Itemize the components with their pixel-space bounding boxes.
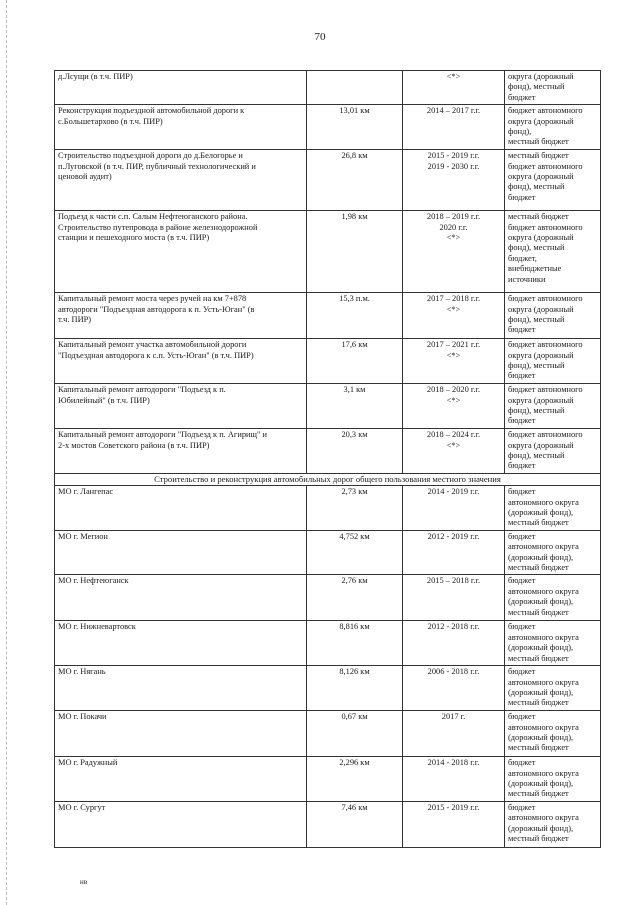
funding-source-line: (дорожный фонд), <box>508 823 574 833</box>
project-period: 2015 – 2018 г.г. <box>403 575 505 621</box>
funding-source <box>505 339 601 384</box>
funding-source-line: округа (дорожный <box>508 350 574 360</box>
funding-source-line: (дорожный фонд), <box>508 732 574 742</box>
project-period-line: 2018 – 2019 г.г. <box>426 212 481 222</box>
municipality-name: МО г. Радужный <box>55 757 307 802</box>
funding-source-line: округа (дорожный <box>508 233 574 243</box>
funding-source-line: фонд), местный <box>508 315 565 325</box>
funding-source-line: автономного округа <box>508 542 579 552</box>
funding-source-line: местный бюджет <box>508 743 569 753</box>
project-name-line: Строительство путепровода в районе железнодорожной <box>58 222 258 232</box>
project-period: 2014 - 2018 г.г. <box>403 757 505 802</box>
funding-source-line: бюджет <box>508 712 536 722</box>
project-name-line: Капитальный ремонт автодороги "Подъезд к п. Агирищ" и <box>58 430 267 440</box>
funding-source <box>505 711 601 757</box>
project-period-line: 2015 - 2019 г.г. <box>427 151 480 161</box>
funding-source <box>505 150 601 211</box>
funding-source-line: бюджет автономного <box>508 161 583 171</box>
funding-source-line: бюджет, <box>508 253 537 263</box>
funding-source-line: бюджет автономного <box>508 430 583 440</box>
funding-source-line: бюджет автономного <box>508 340 583 350</box>
table-row <box>55 211 601 293</box>
funding-source-line: автономного округа <box>508 632 579 642</box>
section-header-body <box>55 474 601 486</box>
project-length: 3,1 км <box>307 384 403 429</box>
funding-source-line: местный бюджет <box>508 833 569 843</box>
funding-source-line: местный бюджет <box>508 151 569 161</box>
funding-source-line: (дорожный фонд), <box>508 778 574 788</box>
funding-source-line: фонд), местный <box>508 182 565 192</box>
project-period: 2017 г. <box>403 711 505 757</box>
project-period-line: 2018 – 2020 г.г. <box>426 385 481 395</box>
project-name <box>55 429 307 474</box>
project-period-line: <*> <box>446 395 461 405</box>
project-length: 17,6 км <box>307 339 403 384</box>
funding-source-line: бюджет <box>508 92 536 102</box>
municipality-name: МО г. Нижневартовск <box>55 621 307 666</box>
municipality-name: МО г. Мегион <box>55 530 307 575</box>
funding-source-line: бюджет <box>508 192 536 202</box>
funding-source-line: (дорожный фонд), <box>508 687 574 697</box>
project-period-line: <*> <box>446 440 461 450</box>
funding-source-line: автономного округа <box>508 497 579 507</box>
funding-source-line: фонд), местный <box>508 451 565 461</box>
funding-source-line: бюджет <box>508 487 536 497</box>
table-row <box>55 621 601 666</box>
page-number: 70 <box>314 31 326 43</box>
funding-source-line: автономного округа <box>508 586 579 596</box>
funding-source-line: местный бюджет <box>508 653 569 663</box>
funding-source <box>505 621 601 666</box>
funding-source-line: фонд), местный <box>508 361 565 371</box>
project-name-line: автодороги "Подъездная автодорога к п. Усть-Юган" (в <box>58 304 255 314</box>
table-row <box>55 384 601 429</box>
top-section-body <box>55 71 601 474</box>
road-length: 8,126 км <box>307 666 403 711</box>
funding-source-line: бюджет автономного <box>508 385 583 395</box>
road-projects-table <box>54 70 601 848</box>
municipality-name: МО г. Лангепас <box>55 486 307 531</box>
project-name-line: Строительство подъездной дороги до д.Белогорье и <box>58 151 243 161</box>
project-name <box>55 105 307 150</box>
funding-source-line: бюджет <box>508 802 536 812</box>
project-period-line: 2014 – 2017 г.г. <box>426 106 481 116</box>
road-length: 2,76 км <box>307 575 403 621</box>
funding-source-line: округа (дорожный <box>508 72 574 81</box>
project-name <box>55 339 307 384</box>
funding-source <box>505 530 601 575</box>
project-period <box>403 293 505 339</box>
funding-source-line: автономного округа <box>508 722 579 732</box>
road-length: 0,67 км <box>307 711 403 757</box>
funding-source-line: бюджет <box>508 667 536 677</box>
funding-source-line: округа (дорожный <box>508 172 574 182</box>
project-period-line: <*> <box>446 72 461 81</box>
project-period <box>403 339 505 384</box>
project-period <box>403 71 505 105</box>
project-period: 2015 - 2019 г.г. <box>403 801 505 847</box>
funding-source-line: бюджет <box>508 576 536 586</box>
funding-source-line: автономного округа <box>508 677 579 687</box>
table-row <box>55 486 601 531</box>
project-name-line: д.Лсущи (в т.ч. ПИР) <box>58 72 133 81</box>
funding-source-line: (дорожный фонд), <box>508 508 574 518</box>
table-row <box>55 666 601 711</box>
table-row <box>55 105 601 150</box>
project-period <box>403 150 505 211</box>
municipality-name: МО г. Нягань <box>55 666 307 711</box>
project-period-line: 2017 – 2018 г.г. <box>426 294 481 304</box>
funding-source-line: округа (дорожный <box>508 304 574 314</box>
road-length: 4,752 км <box>307 530 403 575</box>
funding-source-line: фонд), местный <box>508 82 565 92</box>
table-row <box>55 711 601 757</box>
funding-source-line: автономного округа <box>508 768 579 778</box>
project-period-line: 2019 - 2030 г.г. <box>427 161 480 171</box>
funding-source-line: (дорожный фонд), <box>508 552 574 562</box>
funding-source-line: местный бюджет <box>508 563 569 573</box>
project-period-line: 2020 г.г. <box>439 222 468 232</box>
project-name-line: с.Большетархово (в т.ч. ПИР) <box>58 116 163 126</box>
road-length: 8,816 км <box>307 621 403 666</box>
project-period: 2012 - 2018 г.г. <box>403 621 505 666</box>
table-row <box>55 801 601 847</box>
section-title: Строительство и реконструкция автомобильных дорог общего пользования местного значения <box>55 474 601 486</box>
project-name-line: "Подъездная автодорога к с.п. Усть-Юган" (в т.ч. ПИР) <box>58 350 254 360</box>
funding-source-line: бюджет <box>508 416 536 426</box>
funding-source-line: бюджет <box>508 758 536 768</box>
table-row <box>55 575 601 621</box>
table-row <box>55 150 601 211</box>
project-period: 2006 - 2018 г.г. <box>403 666 505 711</box>
project-name-line: Юбилейный" (в т.ч. ПИР) <box>58 395 150 405</box>
project-period <box>403 211 505 293</box>
project-name <box>55 384 307 429</box>
project-name-line: 2-х мостов Советского района (в т.ч. ПИР) <box>58 440 210 450</box>
project-period: 2014 - 2019 г.г. <box>403 486 505 531</box>
funding-source <box>505 105 601 150</box>
project-name-line: станции и пешеходного моста (в т.ч. ПИР) <box>58 233 210 243</box>
funding-source <box>505 429 601 474</box>
project-period <box>403 429 505 474</box>
funding-source-line: бюджет <box>508 325 536 335</box>
funding-source-line: местный бюджет <box>508 698 569 708</box>
municipality-name: МО г. Покачи <box>55 711 307 757</box>
municipal-section-body <box>55 486 601 848</box>
funding-source <box>505 293 601 339</box>
funding-source-line: фонд), местный <box>508 243 565 253</box>
funding-source <box>505 666 601 711</box>
project-period-line: 2017 – 2021 г.г. <box>426 340 481 350</box>
table-row <box>55 429 601 474</box>
funding-source-line: местный бюджет <box>508 789 569 799</box>
project-name <box>55 211 307 293</box>
table-row <box>55 530 601 575</box>
project-name-line: ценовой аудит) <box>58 172 112 182</box>
road-length: 2,296 км <box>307 757 403 802</box>
funding-source-line: бюджет автономного <box>508 294 583 304</box>
table-row <box>55 71 601 105</box>
funding-source-line: округа (дорожный <box>508 440 574 450</box>
section-header-row <box>55 474 601 486</box>
project-name-line: Подъезд к части с.п. Салым Нефтеюганского района. <box>58 212 248 222</box>
funding-source-line: бюджет автономного <box>508 222 583 232</box>
project-length: 1,98 км <box>307 211 403 293</box>
table-row <box>55 293 601 339</box>
funding-source <box>505 384 601 429</box>
funding-source <box>505 575 601 621</box>
project-length: 20,3 км <box>307 429 403 474</box>
funding-source <box>505 801 601 847</box>
project-length <box>307 71 403 105</box>
project-name-line: п.Луговской (в т.ч. ПИР, публичный технологический и <box>58 161 256 171</box>
funding-source-line: бюджет <box>508 622 536 632</box>
scan-margin-line <box>6 0 7 905</box>
funding-source-line: бюджет автономного <box>508 106 583 116</box>
table-row <box>55 757 601 802</box>
funding-source-line: местный бюджет <box>508 137 569 147</box>
project-name-line: Капитальный ремонт участка автомобильной дороги <box>58 340 247 350</box>
funding-source-line: местный бюджет <box>508 518 569 528</box>
municipality-name: МО г. Сургут <box>55 801 307 847</box>
funding-source <box>505 71 601 105</box>
project-name <box>55 150 307 211</box>
project-name-line: Капитальный ремонт автодороги "Подъезд к п. <box>58 385 226 395</box>
funding-source-line: фонд), местный <box>508 406 565 416</box>
project-name-line: Реконструкция подъездной автомобильной дороги к <box>58 106 245 116</box>
project-length: 15,3 п.м. <box>307 293 403 339</box>
project-period <box>403 384 505 429</box>
project-name-line: Капитальный ремонт моста через ручей на км 7+878 <box>58 294 247 304</box>
funding-source-line: фонд), <box>508 127 532 137</box>
funding-source-line: округа (дорожный <box>508 116 574 126</box>
funding-source <box>505 757 601 802</box>
funding-source-line: источники <box>508 274 546 284</box>
funding-source-line: местный бюджет <box>508 607 569 617</box>
project-length: 13,01 км <box>307 105 403 150</box>
funding-source <box>505 486 601 531</box>
project-name <box>55 293 307 339</box>
project-name <box>55 71 307 105</box>
project-period-line: <*> <box>446 233 461 243</box>
municipality-name: МО г. Нефтеюганск <box>55 575 307 621</box>
funding-source-line: бюджет <box>508 371 536 381</box>
table-row <box>55 339 601 384</box>
road-length: 2,73 км <box>307 486 403 531</box>
funding-source-line: бюджет <box>508 531 536 541</box>
funding-source-line: внебюджетные <box>508 264 562 274</box>
funding-source-line: местный бюджет <box>508 212 569 222</box>
funding-source-line: (дорожный фонд), <box>508 643 574 653</box>
funding-source-line: автономного округа <box>508 813 579 823</box>
funding-source-line: бюджет <box>508 461 536 471</box>
project-period: 2012 - 2019 г.г. <box>403 530 505 575</box>
funding-source-line: (дорожный фонд), <box>508 597 574 607</box>
project-period-line: 2018 – 2024 г.г. <box>426 430 481 440</box>
project-length: 26,8 км <box>307 150 403 211</box>
project-name-line: т.ч. ПИР) <box>58 315 92 325</box>
project-period <box>403 105 505 150</box>
funding-source-line: округа (дорожный <box>508 395 574 405</box>
road-length: 7,46 км <box>307 801 403 847</box>
project-period-line: <*> <box>446 304 461 314</box>
footer-mark: нв <box>80 878 88 886</box>
project-period-line: <*> <box>446 350 461 360</box>
funding-source <box>505 211 601 293</box>
